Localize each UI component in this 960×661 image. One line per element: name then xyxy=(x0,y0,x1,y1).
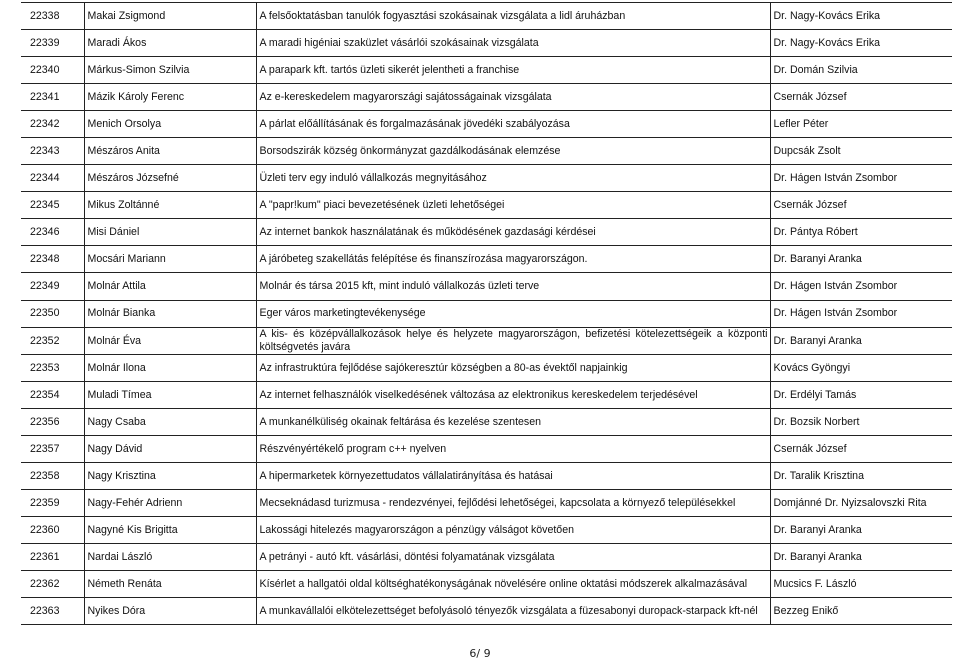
supervisor-name: Csernák József xyxy=(770,84,952,111)
student-name: Nardai László xyxy=(84,543,256,570)
supervisor-name: Dr. Bozsik Norbert xyxy=(770,408,952,435)
student-name: Mikus Zoltánné xyxy=(84,192,256,219)
supervisor-name: Dr. Taralik Krisztina xyxy=(770,462,952,489)
row-id: 22345 xyxy=(21,192,84,219)
student-name: Molnár Bianka xyxy=(84,300,256,327)
supervisor-name: Dr. Baranyi Aranka xyxy=(770,246,952,273)
table-row xyxy=(21,300,952,327)
row-id: 22352 xyxy=(21,327,84,354)
thesis-title: A kis- és középvállalkozások helye és helyzete magyarországon, befizetési kötelezettségeik a központi költségvetés javára xyxy=(256,327,770,354)
student-name: Nagy Csaba xyxy=(84,408,256,435)
row-id: 22341 xyxy=(21,84,84,111)
table-row xyxy=(21,138,952,165)
supervisor-name: Dr. Hágen István Zsombor xyxy=(770,165,952,192)
student-name: Muladi Tímea xyxy=(84,381,256,408)
row-id: 22360 xyxy=(21,516,84,543)
table-row xyxy=(21,435,952,462)
supervisor-name: Csernák József xyxy=(770,192,952,219)
row-id: 22343 xyxy=(21,138,84,165)
page-number: 6/ 9 xyxy=(469,647,491,660)
table-row xyxy=(21,165,952,192)
supervisor-name: Domjánné Dr. Nyizsalovszki Rita xyxy=(770,489,952,516)
thesis-title: A párlat előállításának és forgalmazásának jövedéki szabályozása xyxy=(256,111,770,138)
table-row xyxy=(21,192,952,219)
student-name: Nagy Krisztina xyxy=(84,462,256,489)
row-id: 22361 xyxy=(21,543,84,570)
row-id: 22348 xyxy=(21,246,84,273)
row-id: 22339 xyxy=(21,30,84,57)
student-name: Mészáros Józsefné xyxy=(84,165,256,192)
thesis-title: Részvényértékelő program c++ nyelven xyxy=(256,435,770,462)
thesis-title: Mecseknádasd turizmusa - rendezvényei, fejlődési lehetőségei, kapcsolata a környező településekkel xyxy=(256,489,770,516)
row-id: 22358 xyxy=(21,462,84,489)
supervisor-name: Dr. Hágen István Zsombor xyxy=(770,273,952,300)
student-name: Molnár Ilona xyxy=(84,354,256,381)
table-row xyxy=(21,273,952,300)
student-name: Németh Renáta xyxy=(84,570,256,597)
student-name: Misi Dániel xyxy=(84,219,256,246)
thesis-title: Üzleti terv egy induló vállalkozás megnyitásához xyxy=(256,165,770,192)
thesis-title: Lakossági hitelezés magyarországon a pénzügy válságot követően xyxy=(256,516,770,543)
table-row xyxy=(21,111,952,138)
row-id: 22356 xyxy=(21,408,84,435)
table-row xyxy=(21,462,952,489)
supervisor-name: Dr. Nagy-Kovács Erika xyxy=(770,3,952,30)
thesis-title: Kísérlet a hallgatói oldal költséghatékonyságának növelésére online oktatási módszerek alkalmazásával xyxy=(256,570,770,597)
thesis-table xyxy=(21,2,952,625)
thesis-title: Az internet bankok használatának és működésének gazdasági kérdései xyxy=(256,219,770,246)
table-row xyxy=(21,246,952,273)
student-name: Mázik Károly Ferenc xyxy=(84,84,256,111)
thesis-title: Az e-kereskedelem magyarországi sajátosságainak vizsgálata xyxy=(256,84,770,111)
supervisor-name: Dr. Hágen István Zsombor xyxy=(770,300,952,327)
thesis-title: A hipermarketek környezettudatos vállalatirányítása és hatásai xyxy=(256,462,770,489)
supervisor-name: Mucsics F. László xyxy=(770,570,952,597)
table-row xyxy=(21,570,952,597)
supervisor-name: Bezzeg Enikő xyxy=(770,598,952,625)
table-row xyxy=(21,57,952,84)
row-id: 22346 xyxy=(21,219,84,246)
thesis-title: A petrányi - autó kft. vásárlási, döntési folyamatának vizsgálata xyxy=(256,543,770,570)
thesis-title: Molnár és társa 2015 kft, mint induló vállalkozás üzleti terve xyxy=(256,273,770,300)
student-name: Mocsári Mariann xyxy=(84,246,256,273)
student-name: Menich Orsolya xyxy=(84,111,256,138)
table-row xyxy=(21,598,952,625)
thesis-title: Az internet felhasználók viselkedésének változása az elektronikus kereskedelem terjedésével xyxy=(256,381,770,408)
supervisor-name: Csernák József xyxy=(770,435,952,462)
student-name: Márkus-Simon Szilvia xyxy=(84,57,256,84)
table-row xyxy=(21,327,952,354)
row-id: 22359 xyxy=(21,489,84,516)
thesis-title: A "papr!kum" piaci bevezetésének üzleti lehetőségei xyxy=(256,192,770,219)
row-id: 22357 xyxy=(21,435,84,462)
supervisor-name: Dr. Baranyi Aranka xyxy=(770,516,952,543)
thesis-title: A járóbeteg szakellátás felépítése és finanszírozása magyarországon. xyxy=(256,246,770,273)
table-row xyxy=(21,84,952,111)
row-id: 22349 xyxy=(21,273,84,300)
student-name: Maradi Ákos xyxy=(84,30,256,57)
row-id: 22350 xyxy=(21,300,84,327)
student-name: Nagyné Kis Brigitta xyxy=(84,516,256,543)
table-row xyxy=(21,219,952,246)
table-row xyxy=(21,408,952,435)
supervisor-name: Lefler Péter xyxy=(770,111,952,138)
supervisor-name: Dr. Erdélyi Tamás xyxy=(770,381,952,408)
thesis-title: A maradi higéniai szaküzlet vásárlói szokásainak vizsgálata xyxy=(256,30,770,57)
table-row xyxy=(21,354,952,381)
row-id: 22362 xyxy=(21,570,84,597)
student-name: Molnár Éva xyxy=(84,327,256,354)
supervisor-name: Dr. Nagy-Kovács Erika xyxy=(770,30,952,57)
table-row xyxy=(21,489,952,516)
row-id: 22338 xyxy=(21,3,84,30)
student-name: Mészáros Anita xyxy=(84,138,256,165)
student-name: Makai Zsigmond xyxy=(84,3,256,30)
student-name: Nyikes Dóra xyxy=(84,598,256,625)
table-row xyxy=(21,516,952,543)
row-id: 22340 xyxy=(21,57,84,84)
student-name: Nagy-Fehér Adrienn xyxy=(84,489,256,516)
thesis-title: A felsőoktatásban tanulók fogyasztási szokásainak vizsgálata a lidl áruházban xyxy=(256,3,770,30)
row-id: 22354 xyxy=(21,381,84,408)
supervisor-name: Dr. Baranyi Aranka xyxy=(770,543,952,570)
table-row xyxy=(21,30,952,57)
row-id: 22342 xyxy=(21,111,84,138)
thesis-title: A munkanélküliség okainak feltárása és kezelése szentesen xyxy=(256,408,770,435)
table-body xyxy=(21,3,952,625)
thesis-title: A parapark kft. tartós üzleti sikerét jelentheti a franchise xyxy=(256,57,770,84)
row-id: 22344 xyxy=(21,165,84,192)
row-id: 22363 xyxy=(21,598,84,625)
student-name: Nagy Dávid xyxy=(84,435,256,462)
supervisor-name: Kovács Gyöngyi xyxy=(770,354,952,381)
supervisor-name: Dupcsák Zsolt xyxy=(770,138,952,165)
thesis-title: A munkavállalói elkötelezettséget befolyásoló tényezők vizsgálata a füzesabonyi duropack-starpack kft-nél xyxy=(256,598,770,625)
table-row xyxy=(21,3,952,30)
student-name: Molnár Attila xyxy=(84,273,256,300)
supervisor-name: Dr. Baranyi Aranka xyxy=(770,327,952,354)
supervisor-name: Dr. Domán Szilvia xyxy=(770,57,952,84)
thesis-title: Borsodszirák község önkormányzat gazdálkodásának elemzése xyxy=(256,138,770,165)
thesis-title: Eger város marketingtevékenysége xyxy=(256,300,770,327)
table-row xyxy=(21,543,952,570)
supervisor-name: Dr. Pántya Róbert xyxy=(770,219,952,246)
row-id: 22353 xyxy=(21,354,84,381)
thesis-title: Az infrastruktúra fejlődése sajókeresztúr községben a 80-as évektől napjainkig xyxy=(256,354,770,381)
table-row xyxy=(21,381,952,408)
